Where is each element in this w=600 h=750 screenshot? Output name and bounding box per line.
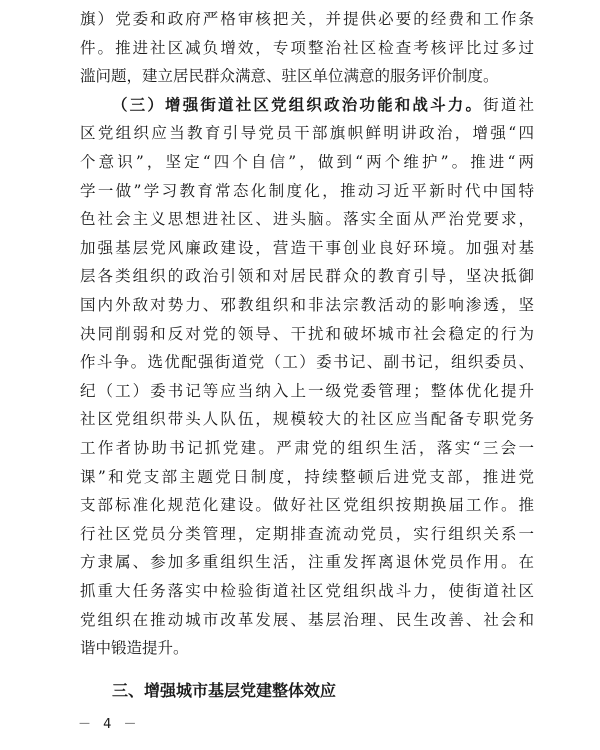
text-line — [80, 349, 534, 375]
text-line — [80, 263, 534, 289]
section-heading: 三、增强城市基层党建整体效应 — [112, 681, 337, 700]
line-text: 党组织在推动城市改革发展、基层治理、民生改善、社会和 — [80, 610, 534, 629]
text-line — [80, 435, 534, 461]
line-text: 层各类组织的政治引领和对居民群众的教育引导，坚决抵御 — [80, 267, 534, 286]
text-line — [80, 292, 534, 318]
line-text: 街道社 — [483, 95, 534, 114]
line-text: 行社区党员分类管理，定期排查流动党员，实行组织关系一 — [80, 524, 534, 543]
text-line — [80, 607, 534, 633]
text-line — [80, 378, 534, 404]
text-line — [80, 63, 534, 89]
text-line — [80, 35, 534, 61]
text-line — [80, 521, 534, 547]
line-text: 作斗争。选优配强街道党（工）委书记、副书记，组织委员、 — [80, 353, 534, 372]
line-text: 工作者协助书记抓党建。严肃党的组织生活，落实“三会一 — [80, 439, 534, 457]
line-text: 课”和党支部主题党日制度，持续整顿后进党支部，推进党 — [80, 467, 534, 486]
text-line — [80, 178, 534, 204]
text-line — [80, 406, 534, 432]
line-text: 国内外敌对势力、邪教组织和非法宗教活动的影响渗透，坚 — [80, 296, 534, 314]
line-text: 个意识”，坚定“四个自信”，做到“两个维护”。推进“两 — [80, 153, 534, 171]
line-text: 件。推进社区减负增效，专项整治社区检查考核评比过多过 — [80, 38, 534, 57]
line-text: 旗）党委和政府严格审核把关，并提供必要的经费和工作条 — [80, 10, 534, 28]
text-line — [80, 149, 534, 175]
line-text: 决同削弱和反对党的领导、干扰和破坏城市社会稳定的行为 — [80, 324, 534, 343]
text-line — [80, 120, 534, 146]
text-line — [80, 206, 534, 232]
line-text: 社区党组织带头人队伍，规模较大的社区应当配备专职党务 — [80, 410, 534, 429]
line-text: 学一做”学习教育常态化制度化，推动习近平新时代中国特 — [80, 181, 534, 200]
text-line — [80, 578, 534, 604]
line-text: 色社会主义思想进社区、进头脑。落实全面从严治党要求， — [80, 210, 534, 229]
line-text: 谐中锻造提升。 — [80, 639, 189, 658]
text-line — [80, 6, 534, 32]
line-text: 方隶属、参加多重组织生活，注重发挥离退休党员作用。在 — [80, 553, 534, 572]
text-line — [80, 635, 534, 661]
text-line — [80, 235, 534, 261]
line-text: 支部标准化规范化建设。做好社区党组织按期换届工作。推 — [80, 496, 534, 515]
text-line — [80, 464, 534, 490]
text-line — [112, 92, 534, 118]
page-number: － 4 － — [78, 717, 141, 732]
text-line — [80, 321, 534, 347]
line-text: 滥问题，建立居民群众满意、驻区单位满意的服务评价制度。 — [80, 67, 499, 86]
line-text: 抓重大任务落实中检验街道社区党组织战斗力，使街道社区 — [80, 582, 534, 600]
line-text: 加强基层党风廉政建设，营造干事创业良好环境。加强对基 — [80, 238, 534, 257]
text-line — [80, 549, 534, 575]
line-text: 区党组织应当教育引导党员干部旗帜鲜明讲政治，增强“四 — [80, 124, 534, 143]
subsection-title: （三）增强街道社区党组织政治功能和战斗力。 — [112, 94, 484, 114]
line-text: 纪（工）委书记等应当纳入上一级党委管理；整体优化提升 — [80, 381, 534, 400]
text-line — [80, 492, 534, 518]
